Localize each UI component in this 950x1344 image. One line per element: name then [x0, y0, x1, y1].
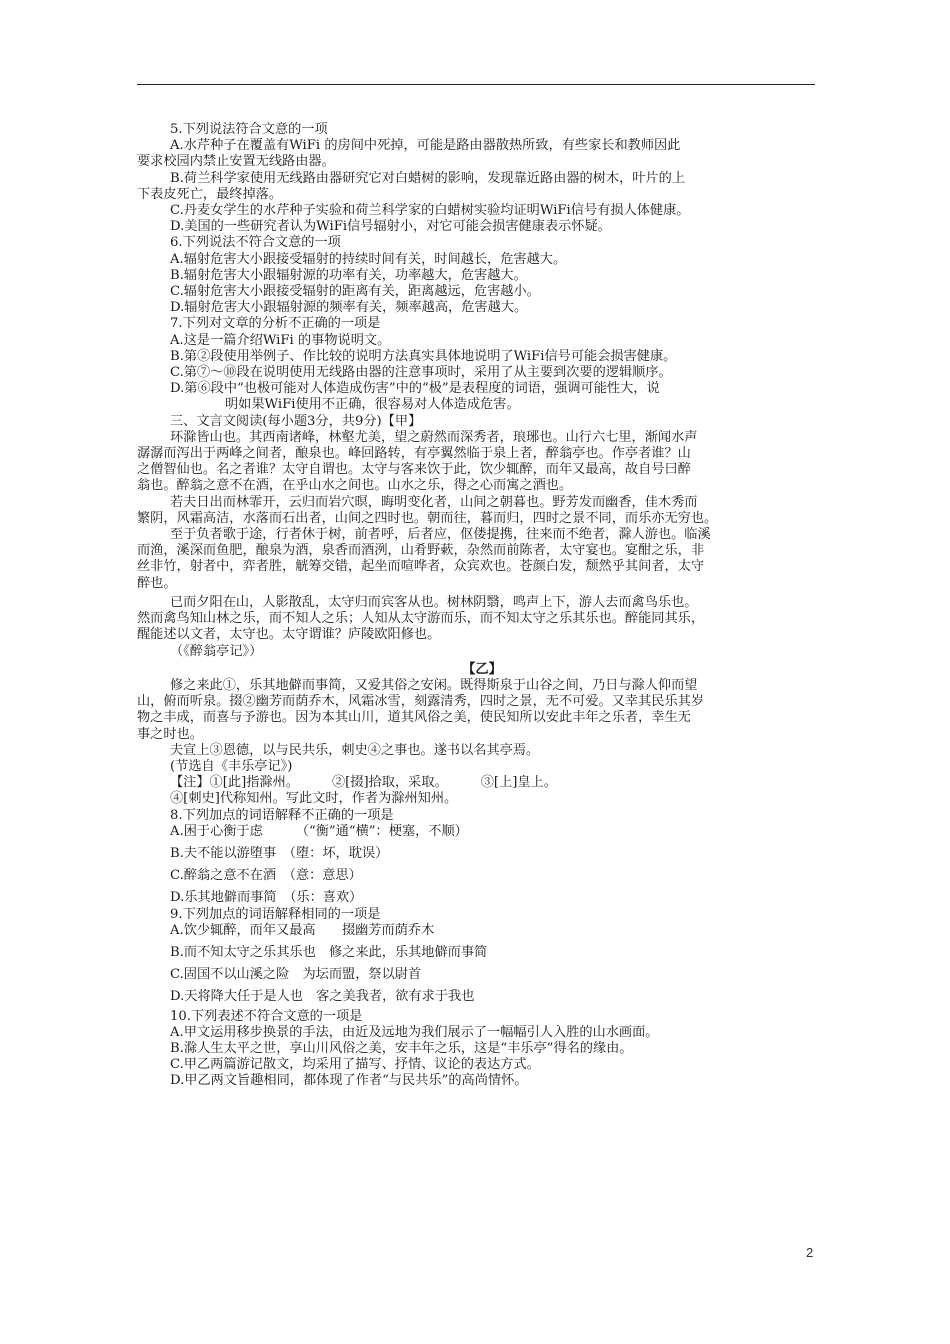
- text-line: 【乙】: [462, 661, 502, 677]
- text-line: 醉也。: [137, 575, 177, 591]
- text-line: 9.下列加点的词语解释相同的一项是: [170, 906, 381, 922]
- text-line: 山，俯而听泉。掇②幽芳而荫乔木，风霜冰雪，刻露清秀，四时之景，无不可爱。又幸其民乐其岁: [137, 694, 705, 710]
- text-line: C.丹麦女学生的水芹种子实验和荷兰科学家的白蜡树实验均证明WiFi信号有损人体健康。: [170, 203, 690, 219]
- text-line: A.水芹种子在覆盖有WiFi 的房间中死掉，可能是路由器散热所致，有些家长和教师因此: [170, 138, 681, 154]
- text-line: 繁阴，风霜高洁，水落而石出者，山间之四时也。朝而往，暮而归，四时之景不同，而乐亦无穷也。: [137, 510, 718, 526]
- text-line: C.固国不以山溪之险 为坛而盟，祭以尉首: [170, 967, 422, 983]
- text-line: 10.下列表述不符合文意的一项是: [170, 1008, 363, 1024]
- text-line: D.辐射危害大小跟辐射源的频率有关，频率越高，危害越大。: [170, 300, 528, 316]
- text-line: B.滁人生太平之世，享山川风俗之美，安丰年之乐，这是“丰乐亭”得名的缘由。: [170, 1040, 633, 1056]
- text-line: (节选自《丰乐亭记》): [170, 758, 293, 774]
- text-line: A.困于心衡于虑 （“衡”通“横”：梗塞，不顺）: [170, 823, 468, 839]
- text-line: A.饮少辄醉，而年又最高 掇幽芳而荫乔木: [170, 922, 435, 938]
- text-line: 夫宣上③恩德，以与民共乐，刺史④之事也。遂书以名其亭焉。: [170, 742, 540, 758]
- text-line: 三、文言文阅读(每小题3分，共9分)【甲】: [170, 413, 422, 429]
- text-line: 醒能述以文者，太守也。太守谓谁？庐陵欧阳修也。: [137, 627, 441, 643]
- text-line: 8.下列加点的词语解释不正确的一项是: [170, 807, 394, 823]
- text-line: A.甲文运用移步换景的手法，由近及远地为我们展示了一幅幅引人入胜的山水画面。: [170, 1024, 659, 1040]
- text-line: D.第⑥段中“也极可能对人体造成伤害”中的“极”是表程度的词语，强调可能性大，说: [170, 381, 660, 397]
- text-line: 然而禽鸟知山林之乐，而不知人之乐；人知从太守游而乐，而不知太守之乐其乐也。醉能同其乐，: [137, 611, 705, 627]
- text-line: 明如果WiFi使用不正确，很容易对人体造成危害。: [225, 397, 520, 413]
- text-line: B.第②段使用举例子、作比较的说明方法真实具体地说明了WiFi信号可能会损害健康。: [170, 348, 677, 364]
- text-line: D.美国的一些研究者认为WiFi信号辐射小，对它可能会损害健康表示怀疑。: [170, 219, 611, 235]
- text-line: C.甲乙两篇游记散文，均采用了描写、抒情、议论的表达方式。: [170, 1057, 540, 1073]
- text-line: ④[刺史]代称知州。写此文时，作者为滁州知州。: [170, 791, 458, 807]
- text-line: D.乐其地僻而事简 （乐：喜欢）: [170, 890, 363, 906]
- text-line: 已而夕阳在山，人影散乱，太守归而宾客从也。树林阴翳，鸣声上下，游人去而禽鸟乐也。: [170, 594, 698, 610]
- text-line: 下表皮死亡，最终掉落。: [137, 186, 283, 202]
- header-rule: [137, 84, 815, 85]
- text-line: C.辐射危害大小跟接受辐射的距离有关，距离越远，危害越小。: [170, 284, 540, 300]
- text-line: 潺潺而泻出于两峰之间者，酿泉也。峰回路转，有亭翼然临于泉上者，醉翁亭也。作亭者谁？山: [137, 446, 691, 462]
- text-line: C.醉翁之意不在酒 （意：意思）: [170, 868, 362, 884]
- text-line: D.甲乙两文旨趣相同，都体现了作者“与民共乐”的高尚情怀。: [170, 1073, 528, 1089]
- text-line: 之僧智仙也。名之者谁？太守自谓也。太守与客来饮于此，饮少辄醉，而年又最高，故自号曰醉: [137, 462, 691, 478]
- text-line: 事之时也。: [137, 726, 203, 742]
- text-line: B.夫不能以游堕事 （堕：坏，耽误）: [170, 845, 389, 861]
- text-line: 7.下列对文章的分析不正确的一项是: [170, 316, 381, 332]
- text-line: A.辐射危害大小跟接受辐射的持续时间有关，时间越长，危害越大。: [170, 251, 567, 267]
- text-line: D.天将降大任于是人也 客之美我者，欲有求于我也: [170, 989, 475, 1005]
- text-line: B.辐射危害大小跟辐射源的功率有关，功率越大，危害越大。: [170, 267, 527, 283]
- text-line: B.而不知太守之乐其乐也 修之来此，乐其地僻而事简: [170, 944, 488, 960]
- text-line: （《醉翁亭记》）: [170, 643, 263, 659]
- text-line: 丝非竹，射者中，弈者胜，觥筹交错，起坐而喧哗者，众宾欢也。苍颜白发，颓然乎其间者，太守: [137, 559, 705, 575]
- text-line: 翁也。醉翁之意不在酒，在乎山水之间也。山水之乐，得之心而寓之酒也。: [137, 478, 573, 494]
- text-line: 6.下列说法不符合文意的一项: [170, 235, 341, 251]
- text-line: 修之来此①，乐其地僻而事简，又爱其俗之安闲。既得斯泉于山谷之间，乃日与滁人仰而望: [170, 677, 698, 693]
- text-line: 至于负者歌于途，行者休于树，前者呼，后者应，伛偻提携，往来而不绝者，滁人游也。临溪: [170, 527, 711, 543]
- text-line: C.第⑦～⑩段在说明使用无线路由器的注意事项时，采用了从主要到次要的逻辑顺序。: [170, 365, 672, 381]
- text-line: 要求校园内禁止安置无线路由器。: [137, 154, 335, 170]
- text-line: 物之丰成，而喜与予游也。因为本其山川，道其风俗之美，使民知所以安此丰年之乐者，幸生无: [137, 710, 691, 726]
- text-line: B.荷兰科学家使用无线路由器研究它对白蜡树的影响，发现靠近路由器的树木，叶片的上: [170, 170, 686, 186]
- text-line: 而渔，溪深而鱼肥，酿泉为酒，泉香而酒洌，山肴野蔌，杂然而前陈者，太守宴也。宴酣之乐，非: [137, 543, 705, 559]
- document-body: [137, 122, 827, 1090]
- text-line: 若夫日出而林霏开，云归而岩穴暝，晦明变化者，山间之朝暮也。野芳发而幽香，佳木秀而: [170, 494, 698, 510]
- text-line: A.这是一篇介绍WiFi 的事物说明文。: [170, 332, 391, 348]
- text-line: 5.下列说法符合文意的一项: [170, 122, 328, 137]
- text-line: 环滁皆山也。其西南诸峰，林壑尤美，望之蔚然而深秀者，琅琊也。山行六七里，渐闻水声: [170, 429, 698, 445]
- text-line: 【注】①[此]指滁州。 ②[掇]拾取，采取。 ③[上]皇上。: [170, 775, 557, 791]
- page-number: 2: [806, 1245, 814, 1260]
